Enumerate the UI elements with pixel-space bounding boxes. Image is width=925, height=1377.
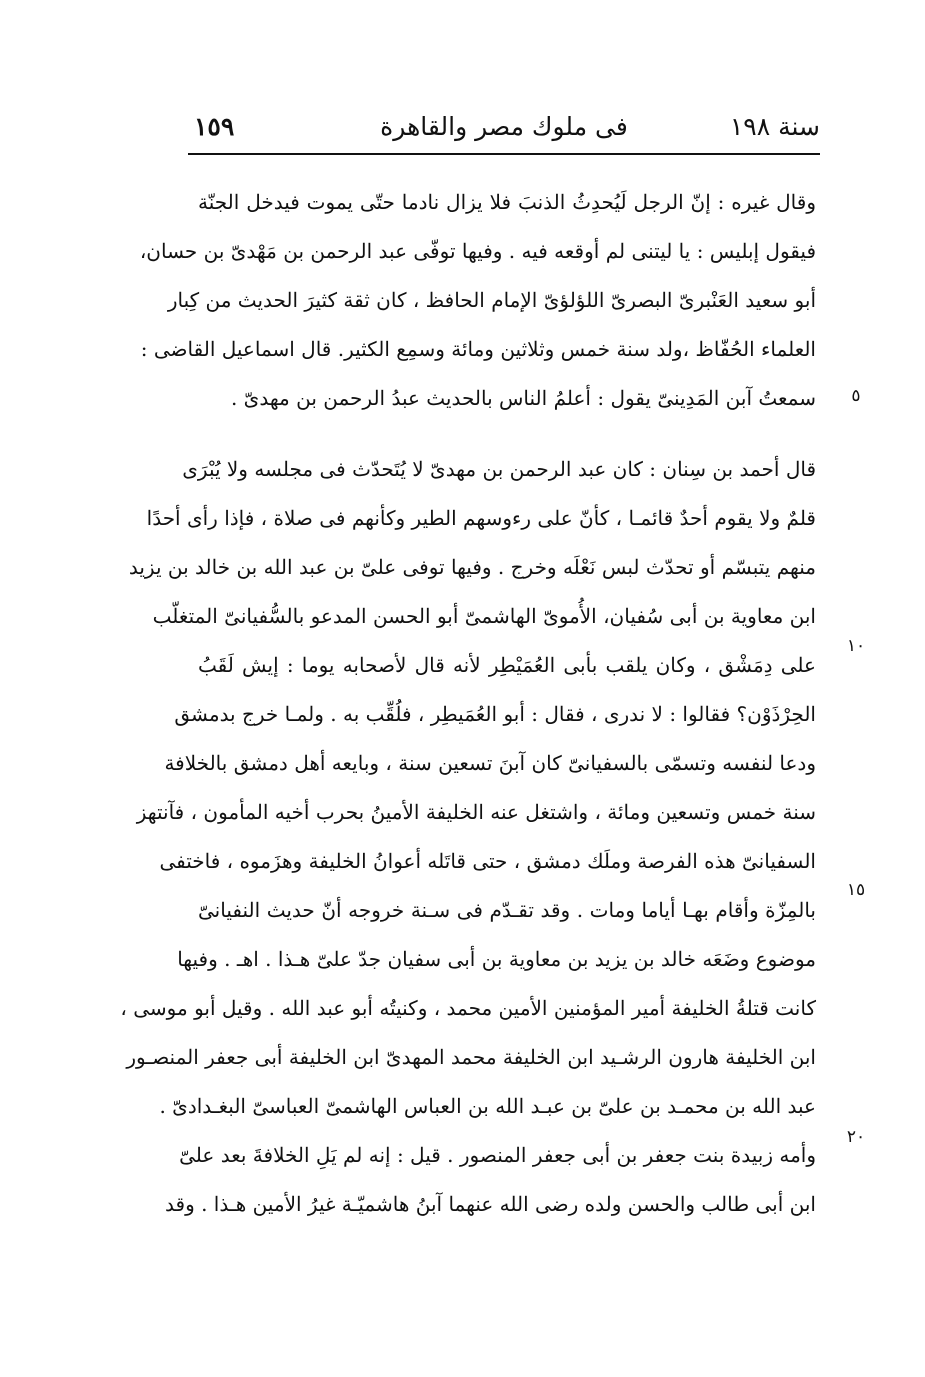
text-line: ابن أبى طالب والحسن ولده رضى الله عنهما آبنُ هاشميّـة غيرُ الأمين هـذا . وقد: [165, 1192, 816, 1216]
main-text: [120, 178, 816, 1229]
paragraph: [139, 178, 816, 423]
text-line: ودعا لنفسه وتسمّى بالسفيانىّ كان آبنَ تسعين سنة ، وبايعه أهل دمشق بالخلافة: [164, 751, 816, 775]
text-line: وقال غيره : إنّ الرجل لَيُحدِثُ الذنبَ فلا يزال نادما حتّى يموت فيدخل الجنّة: [198, 190, 816, 214]
text-line: قال أحمد بن سِنان : كان عبد الرحمن بن مهدىّ لا يُتَحدّث فى مجلسه ولا يُبْرَى: [182, 457, 816, 481]
line-number-marker: ٥: [851, 386, 861, 406]
text-line: السفيانىّ هذه الفرصة وملَك دمشق ، حتى قاتَله أعوانُ الخليفة وهزَموه ، فاختفى: [159, 849, 816, 873]
header-year: سنة ١٩٨: [729, 112, 820, 141]
text-line: سنة خمس وتسعين ومائة ، واشتغل عنه الخليفة الأمينُ بحرب أخيه المأمون ، فآنتهز: [136, 800, 816, 824]
text-line: قلمٌ ولا يقوم أحدٌ قائمـا ، كأنّ على رءوسهم الطير وكأنهم فى صلاة ، فإذا رأى أحدًا: [146, 506, 816, 530]
text-line: موضوع وضَعَه خالد بن يزيد بن معاوية بن أبى سفيان جدّ علىّ هـذا . اهـ . وفيها: [177, 947, 816, 971]
text-line: وأمه زبيدة بنت جعفر بن أبى جعفر المنصور . قيل : إنه لم يَلِ الخلافةَ بعد علىّ: [179, 1143, 816, 1167]
text-line: سمعتُ آبن المَدِينىّ يقول : أعلمُ الناس بالحديث عبدُ الرحمن بن مهدىّ .: [230, 386, 816, 410]
text-line: منهم يتبسّم أو تحدّث لبس نَعْلَه وخرج . وفيها توفى علىّ بن عبد الله بن خالد بن يزيد: [128, 555, 816, 579]
text-line: الحِرْذَوْن؟ فقالوا : لا ندرى ، فقال : أبو العُمَيطِر ، فلُقِّب به . ولمـا خرج بدمشق: [174, 702, 816, 726]
line-number-marker: ١٥: [846, 880, 866, 900]
header-rule: [188, 153, 820, 155]
text-line: على دِمَشْق ، وكان يلقب بأبى العُمَيْطِر لأنه قال لأصحابه يوما : إيش لَقَبُ: [198, 653, 816, 677]
text-line: ابن معاوية بن أبى سُفيان، الأُموىّ الهاشمىّ أبو الحسن المدعو بالسُّفيانىّ المتغلّب: [152, 604, 816, 628]
line-number-marker: ٢٠: [846, 1127, 866, 1147]
text-line: العلماء الحُفّاظ ،ولد سنة خمس وثلاثين ومائة وسمِع الكثير. قال اسماعيل القاضى :: [140, 337, 816, 361]
line-number-marker: ١٠: [846, 636, 866, 656]
text-line: بالمِزّة وأقام بهـا أياما ومات . وقد تقـدّم فى سـنة خروجه أنّ حديث النفيانىّ: [198, 898, 816, 922]
text-line: عبد الله بن محمـد بن علىّ بن عبـد الله بن العباس الهاشمىّ العباسىّ البغـدادىّ .: [159, 1094, 816, 1118]
header-title: فى ملوك مصر والقاهرة: [380, 112, 628, 141]
text-line: كانت قتلةُ الخليفة أمير المؤمنين الأمين محمد ، وكنيتُه أبو عبد الله . وقيل أبو موسى ،: [120, 996, 816, 1020]
page-number: ١٥٩: [194, 112, 235, 141]
running-header: [188, 112, 820, 152]
text-line: أبو سعيد العَنْبرىّ البصرىّ اللؤلؤىّ الإمام الحافظ ، كان ثقة كثيرَ الحديث من كِبار: [167, 288, 816, 312]
text-line: ابن الخليفة هارون الرشـيد ابن الخليفة محمد المهدىّ ابن الخليفة أبى جعفر المنصـور: [126, 1045, 816, 1069]
paragraph: [120, 445, 816, 1229]
text-line: فيقول إبليس : يا ليتنى لم أوقعه فيه . وفيها توفّى عبد الرحمن بن مَهْدىّ بن حسان،: [139, 239, 816, 263]
